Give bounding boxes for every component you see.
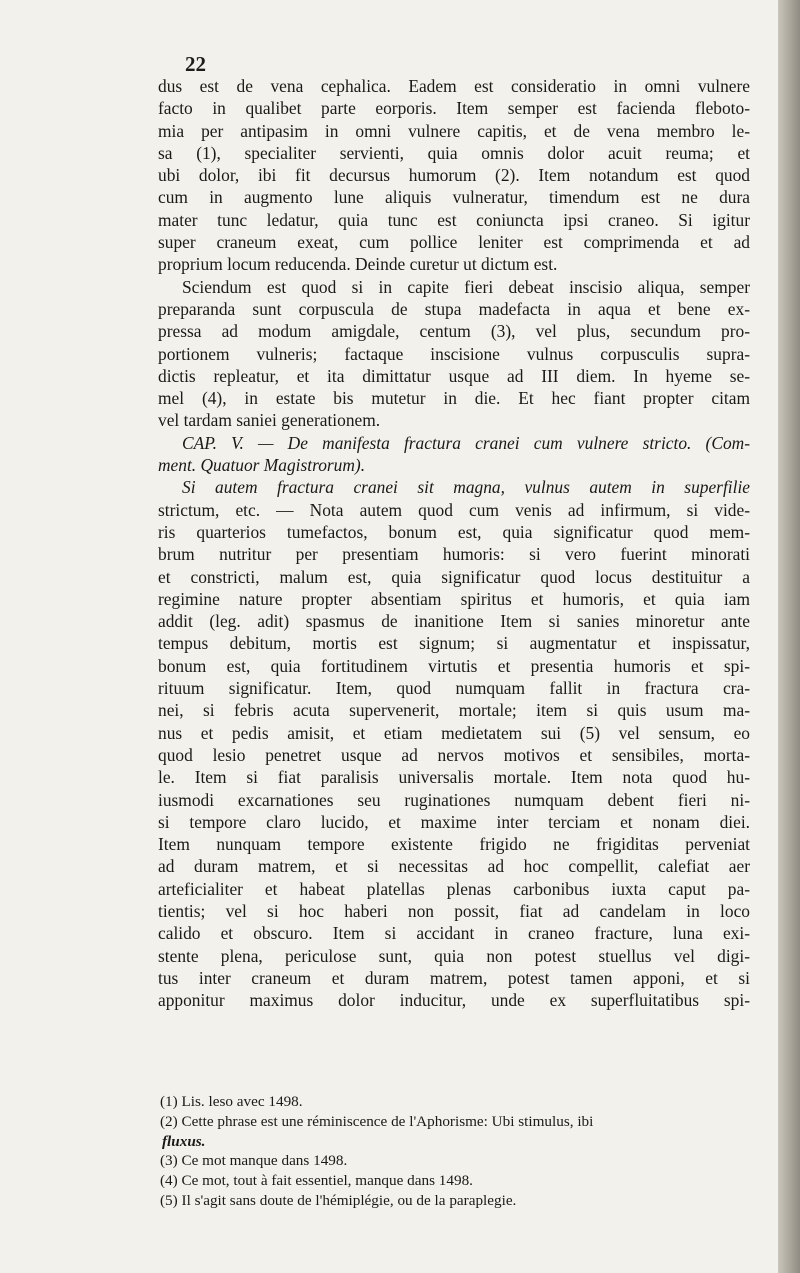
text-line: dictis repleatur, et ita dimittatur usque ad III diem. In hyeme se- bbox=[158, 365, 750, 386]
paragraph-start-line: Sciendum est quod si in capite fieri debeat inscisio aliqua, semper bbox=[182, 276, 750, 297]
text-line: ubi dolor, ibi fit decursus humorum (2). Item notandum est quod bbox=[158, 165, 750, 186]
text-line: iusmodi excarnationes seu ruginationes numquam debent fieri ni- bbox=[158, 789, 750, 810]
text-line: mater tunc ledatur, quia tunc est coniuncta ipsi craneo. Si igitur bbox=[158, 209, 750, 230]
footnotes bbox=[160, 1092, 748, 1211]
text-line: calido et obscuro. Item si accidant in craneo fracture, luna exi- bbox=[158, 923, 750, 944]
text-line: rituum significatur. Item, quod numquam fallit in fractura cra- bbox=[158, 678, 750, 699]
text-line: et constricti, malum est, quia significatur quod locus destituitur a bbox=[158, 566, 750, 587]
footnote: (2) Cette phrase est une réminiscence de l'Aphorisme: Ubi stimulus, ibi bbox=[160, 1112, 594, 1130]
text-line: brum nutritur per presentiam humoris: si vero fuerint minorati bbox=[158, 544, 750, 565]
text-line: mel (4), in estate bis mutetur in die. Et hec fiant propter citam bbox=[158, 388, 750, 409]
text-line: tientis; vel si hoc haberi non possit, fiat ad candelam in loco bbox=[158, 900, 750, 921]
text-line: ad duram matrem, et si necessitas ad hoc compellit, calefiat aer bbox=[158, 856, 750, 877]
text-line: proprium locum reducenda. Deinde curetur ut dictum est. bbox=[158, 254, 558, 275]
lemma-line: Si autem fractura cranei sit magna, vulnus autem in superfilie bbox=[182, 477, 750, 498]
text-line: quod lesio penetret usque ad nervos motivos et sensibiles, morta- bbox=[158, 744, 750, 765]
text-line: sa (1), specialiter servienti, quia omnis dolor acuit reuma; et bbox=[158, 142, 750, 163]
footnote: (1) Lis. leso avec 1498. bbox=[160, 1093, 303, 1110]
chapter-heading-line: ment. Quatuor Magistrorum). bbox=[158, 455, 366, 476]
text-line: vel tardam saniei generationem. bbox=[158, 410, 381, 431]
text-line: tempus debitum, mortis est signum; si augmentatur et inspissatur, bbox=[158, 633, 750, 654]
text-line: tus inter craneum et duram matrem, potest tamen apponi, et si bbox=[158, 967, 750, 988]
text-line: super craneum exeat, cum pollice leniter est comprimenda et ad bbox=[158, 232, 750, 253]
footnote: (4) Ce mot, tout à fait essentiel, manque dans 1498. bbox=[160, 1172, 473, 1190]
chapter-heading-line: CAP. V. — De manifesta fractura cranei cum vulnere stricto. (Com- bbox=[182, 432, 750, 453]
text-line: pressa ad modum amigdale, centum (3), vel plus, secundum pro- bbox=[158, 321, 750, 342]
text-line: nei, si febris acuta supervenerit, mortale; item si quis usum ma- bbox=[158, 700, 750, 721]
text-line: mia per antipasim in omni vulnere capitis, et de vena membro le- bbox=[158, 120, 750, 141]
footnote-continuation: fluxus. bbox=[162, 1132, 206, 1150]
text-line: stente plena, periculose sunt, quia non potest stuellus vel digi- bbox=[158, 945, 750, 966]
footnote: (5) Il s'agit sans doute de l'hémiplégie, ou de la paraplegie. bbox=[160, 1191, 517, 1209]
text-line: facto in qualibet parte eorporis. Item semper est facienda fleboto- bbox=[158, 98, 750, 119]
text-line: bonum est, quia fortitudinem virtutis et presentia humoris et spi- bbox=[158, 655, 750, 676]
text-line: strictum, etc. — Nota autem quod cum venis ad infirmum, si vide- bbox=[158, 499, 750, 520]
text-line: le. Item si fiat paralisis universalis mortale. Item nota quod hu- bbox=[158, 767, 750, 788]
text-line: Item nunquam tempore existente frigido ne frigiditas perveniat bbox=[158, 834, 750, 855]
page-number: 22 bbox=[185, 52, 206, 76]
text-line: portionem vulneris; factaque inscisione vulnus corpusculis supra- bbox=[158, 343, 750, 364]
body-text bbox=[158, 75, 750, 1011]
text-line: ris quarterios tumefactos, bonum est, quia significatur quod mem- bbox=[158, 521, 750, 542]
text-line: cum in augmento lune aliquis vulneratur, timendum est ne dura bbox=[158, 187, 750, 208]
text-line: si tempore claro lucido, et maxime inter terciam et nonam diei. bbox=[158, 811, 750, 832]
text-line: dus est de vena cephalica. Eadem est consideratio in omni vulnere bbox=[158, 76, 750, 96]
text-line: preparanda sunt corpuscula de stupa madefacta in aqua et bene ex- bbox=[158, 298, 750, 319]
footnote: (3) Ce mot manque dans 1498. bbox=[160, 1152, 348, 1170]
text-line: addit (leg. adit) spasmus de inanitione Item si sanies minoretur ante bbox=[158, 611, 750, 632]
page-edge bbox=[778, 0, 800, 1273]
text-line: apponitur maximus dolor inducitur, unde ex superfluitatibus spi- bbox=[158, 990, 750, 1011]
text-line: arteficialiter et habeat platellas plenas carbonibus iuxta caput pa- bbox=[158, 878, 750, 899]
text-line: nus et pedis amisit, et etiam medietatem sui (5) vel sensum, eo bbox=[158, 722, 750, 743]
text-line: regimine nature propter absentiam spiritus et humoris, et quia iam bbox=[158, 588, 750, 609]
